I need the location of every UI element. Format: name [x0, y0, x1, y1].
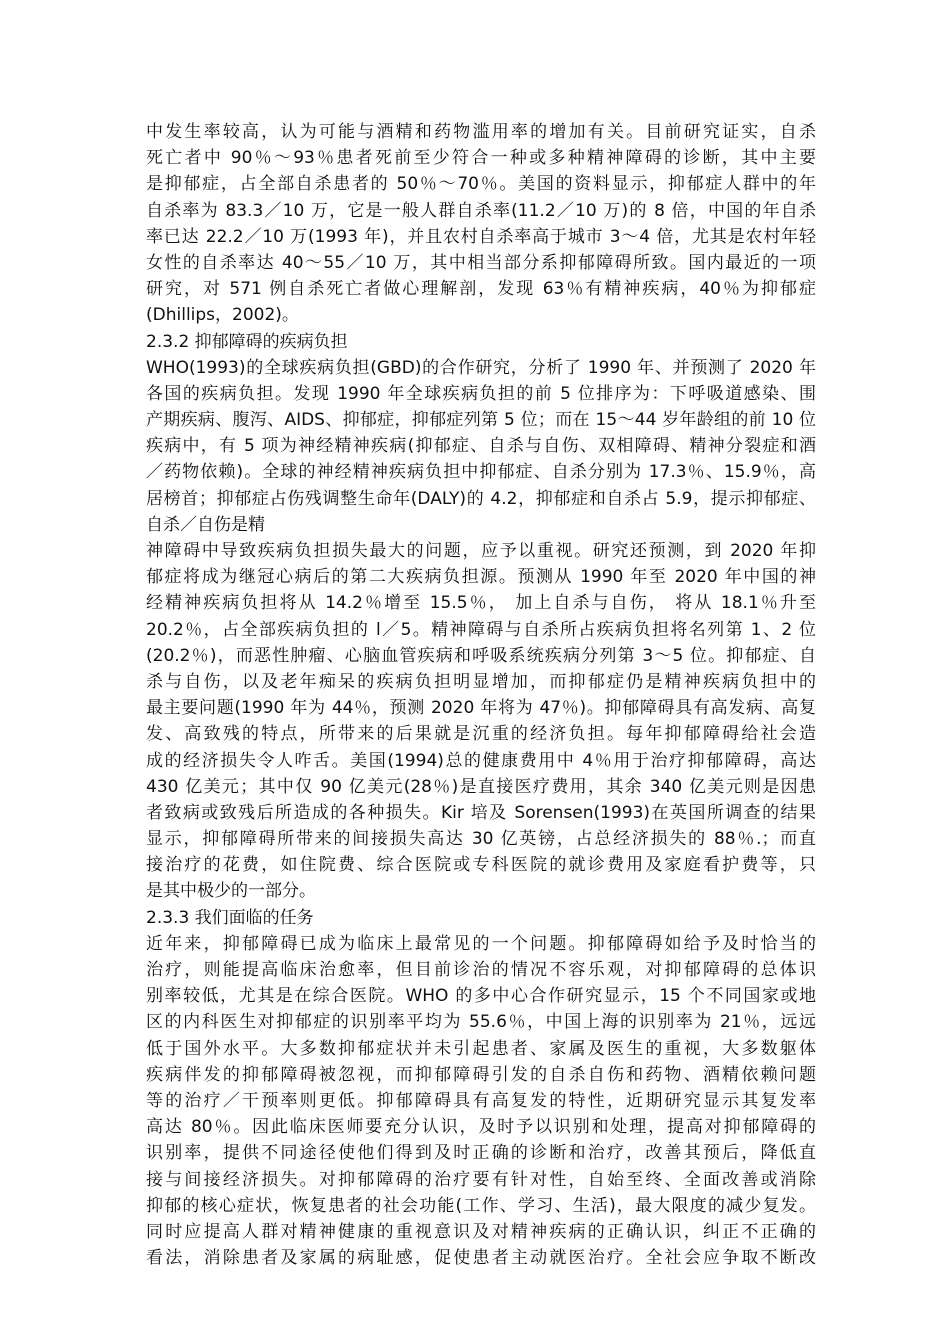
text-line: 识别率，提供不同途径使他们得到及时正确的诊断和治疗，改善其预后，降低直	[146, 1143, 816, 1164]
text-line: 抑郁的核心症状，恢复患者的社会功能(工作、学习、生活)，最大限度的减少复发。	[146, 1195, 816, 1216]
text-line: 率已达 22.2／10 万(1993 年)，并且农村自杀率高于城市 3～4 倍，尤其是农村年轻	[146, 226, 816, 247]
text-line: (Dhillips，2002)。	[146, 305, 299, 326]
text-line: 各国的疾病负担。发现 1990 年全球疾病负担的前 5 位排序为：下呼吸道感染、围	[146, 383, 816, 404]
text-line: 者致病或致残后所造成的各种损失。Kir 培及 Sorensen(1993)在英国所调查的结果	[146, 802, 816, 823]
text-line: 是其中极少的一部分。	[146, 881, 316, 902]
text-line: 显示，抑郁障碍所带来的间接损失高达 30 亿英镑，占总经济损失的 88％.；而直	[146, 829, 816, 850]
text-line: 高达 80％。因此临床医师要充分认识，及时予以识别和处理，提高对抑郁障碍的	[146, 1117, 816, 1138]
text-line: 是抑郁症，占全部自杀患者的 50％～70％。美国的资料显示，抑郁症人群中的年	[146, 174, 816, 195]
paragraph	[146, 119, 816, 329]
section-heading: 2.3.3 我们面临的任务	[146, 907, 314, 928]
text-line: 治疗，则能提高临床治愈率，但目前诊治的情况不容乐观，对抑郁障碍的总体识	[146, 960, 816, 980]
paragraph	[146, 931, 816, 1271]
text-line: 低于国外水平。大多数抑郁症状并未引起患者、家属及医生的重视，大多数躯体	[146, 1038, 816, 1059]
text-line: 近年来，抑郁障碍已成为临床上最常见的一个问题。抑郁障碍如给予及时恰当的	[146, 933, 816, 954]
text-line: 经精神疾病负担将从 14.2％增至 15.5％， 加上自杀与自伤， 将从 18.1％升至	[146, 593, 816, 614]
text-line: 等的治疗／干预率则更低。抑郁障碍具有高复发的特性，近期研究显示其复发率	[146, 1090, 816, 1111]
text-line: 居榜首；抑郁症占伤残调整生命年(DALY)的 4.2，抑郁症和自杀占 5.9，提示抑郁症、	[146, 488, 816, 509]
paragraph	[146, 538, 816, 905]
text-line: 自杀率为 83.3／10 万，它是一般人群自杀率(11.2／10 万)的 8 倍，中国的年自杀	[146, 200, 816, 221]
text-line: ／药物依赖)。全球的神经精神疾病负担中抑郁症、自杀分别为 17.3％、15.9％，高	[146, 462, 816, 483]
text-line: 中发生率较高，认为可能与酒精和药物滥用率的增加有关。目前研究证实，自杀	[146, 122, 816, 142]
text-line: WHO(1993)的全球疾病负担(GBD)的合作研究，分析了 1990 年、并预测了 2020 年	[146, 357, 816, 378]
text-line: 女性的自杀率达 40～55／10 万，其中相当部分系抑郁障碍所致。国内最近的一项	[146, 252, 816, 273]
text-line: 自杀／自伤是精	[146, 514, 265, 535]
text-line: 产期疾病、腹泻、AIDS、抑郁症，抑郁症列第 5 位；而在 15～44 岁年龄组的前 10 位	[146, 410, 816, 431]
text-line: 杀与自伤，以及老年痴呆的疾病负担明显增加，而抑郁症仍是精神疾病负担中的	[146, 671, 816, 692]
text-line: 神障碍中导致疾病负担损失最大的问题，应予以重视。研究还预测，到 2020 年抑	[146, 541, 816, 561]
text-line: 430 亿美元；其中仅 90 亿美元(28％)是直接医疗费用，其余 340 亿美元则是因患	[146, 776, 816, 797]
text-line: 同时应提高人群对精神健康的重视意识及对精神疾病的正确认识，纠正不正确的	[146, 1221, 816, 1242]
text-line: 接治疗的花费，如住院费、综合医院或专科医院的就诊费用及家庭看护费等，只	[146, 855, 816, 876]
text-line: 看法，消除患者及家属的病耻感，促使患者主动就医治疗。全社会应争取不断改	[146, 1248, 816, 1269]
text-line: 疾病中，有 5 项为神经精神疾病(抑郁症、自杀与自伤、双相障碍、精神分裂症和酒	[146, 436, 816, 457]
text-line: 接与间接经济损失。对抑郁障碍的治疗要有针对性，自始至终、全面改善或消除	[146, 1169, 816, 1190]
text-line: 成的经济损失令人咋舌。美国(1994)总的健康费用中 4％用于治疗抑郁障碍，高达	[146, 750, 816, 771]
document-page	[146, 119, 816, 1271]
text-line: 20.2％，占全部疾病负担的 l／5。精神障碍与自杀所占疾病负担将名列第 1、2 位	[146, 619, 816, 640]
text-line: 区的内科医生对抑郁症的识别率平均为 55.6％，中国上海的识别率为 21％，远远	[146, 1012, 816, 1033]
text-line: (20.2％)，而恶性肿瘤、心脑血管疾病和呼吸系统疾病分列第 3～5 位。抑郁症、自	[146, 645, 816, 666]
text-line: 别率较低，尤其是在综合医院。WHO 的多中心合作研究显示，15 个不同国家或地	[146, 986, 816, 1007]
text-line: 郁症将成为继冠心病后的第二大疾病负担源。预测从 1990 年至 2020 年中国的神	[146, 567, 816, 588]
text-line: 死亡者中 90％～93％患者死前至少符合一种或多种精神障碍的诊断，其中主要	[146, 148, 816, 169]
paragraph	[146, 355, 816, 538]
text-line: 疾病伴发的抑郁障碍被忽视，而抑郁障碍引发的自杀自伤和药物、酒精依赖问题	[146, 1064, 816, 1085]
text-line: 发、高致残的特点，所带来的后果就是沉重的经济负担。每年抑郁障碍给社会造	[146, 724, 816, 745]
text-line: 最主要问题(1990 年为 44％，预测 2020 年将为 47％)。抑郁障碍具有高发病、高复	[146, 698, 816, 719]
section-heading: 2.3.2 抑郁障碍的疾病负担	[146, 331, 348, 352]
text-line: 研究，对 571 例自杀死亡者做心理解剖，发现 63％有精神疾病，40％为抑郁症	[146, 279, 816, 300]
